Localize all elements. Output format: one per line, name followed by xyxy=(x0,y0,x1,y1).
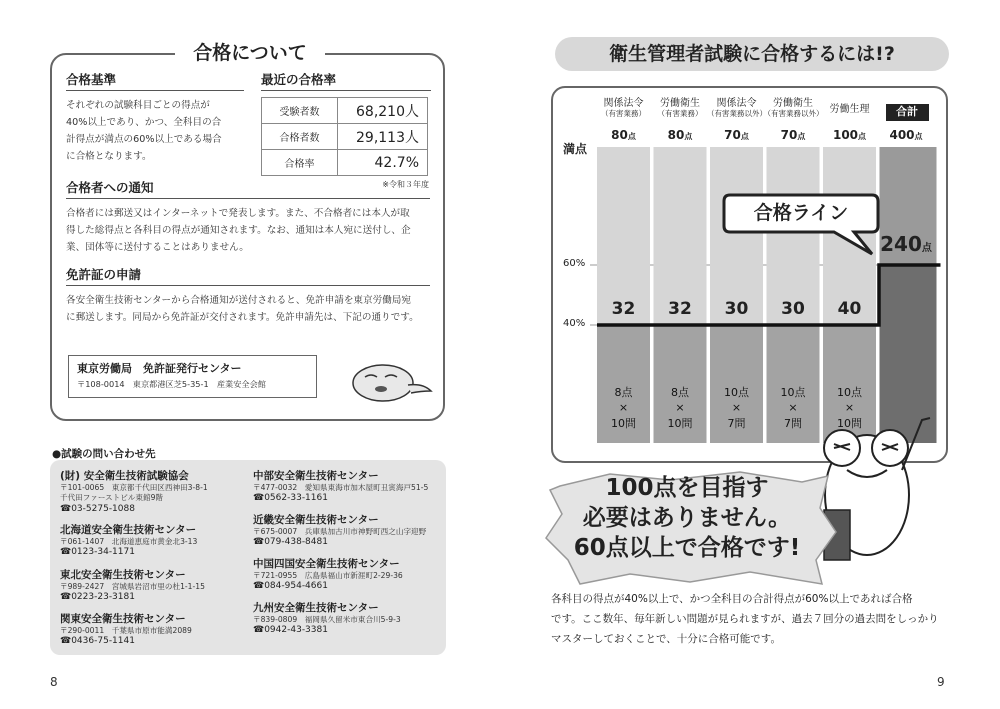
total-pass-points: 240点 xyxy=(880,232,932,256)
page-number-left: 8 xyxy=(50,675,58,689)
column-pass-points: 40 xyxy=(837,299,862,319)
table-row: 合格率 42.7% xyxy=(262,150,428,176)
page-title: 衛生管理者試験に合格するには!? xyxy=(555,37,949,71)
column-pass-points: 30 xyxy=(781,299,805,319)
column-header: 関係法令 （有害業務） xyxy=(601,98,646,118)
table-row: 合格者数 29,113人 xyxy=(262,124,428,150)
column-detail: 10点 × 7問 xyxy=(780,386,806,430)
license-heading: 免許証の申請 xyxy=(66,265,430,286)
line-60-label: 60% xyxy=(563,258,586,269)
column-detail: 8点 × 10問 xyxy=(667,386,693,430)
criteria-heading: 合格基準 xyxy=(66,70,244,91)
summary-paragraph: 各科目の得点が40%以上で、かつ全科目の合計得点が60%以上であれば合格 です。ここ数年、毎年新しい問題が見られますが、過去７回分の過去問をしっかり マスターしておくことで、十分に合格可能です。 xyxy=(551,593,939,645)
license-text: 各安全衛生技術センターから合格通知が送付されると、免許申請を東京労働局宛 に郵送します。同局から免許証が交付されます。免許申請先は、下記の通りです。 xyxy=(66,295,419,324)
pass-line-badge: 合格ライン xyxy=(753,202,849,224)
notice-heading: 合格者への通知 xyxy=(66,178,430,199)
contact-item: 近畿安全衛生技術センター 〒675-0007 兵庫県加古川市神野町西之山字迎野 ☎079-438-8481 xyxy=(253,514,427,548)
line-40-label: 40% xyxy=(563,318,586,329)
column-header: 労働生理 xyxy=(829,104,870,115)
column-header: 関係法令 （有害業務以外） xyxy=(707,98,767,118)
column-pass-points: 30 xyxy=(724,299,749,319)
contact-item: 中国四国安全衛生技術センター 〒721-0955 広島県福山市新涯町2-29-36 ☎084-954-4661 xyxy=(253,558,403,592)
recent-rate-heading: 最近の合格率 xyxy=(261,70,431,91)
max-score-label: 満点 xyxy=(563,142,588,156)
column-max-points: 400点 xyxy=(889,128,923,142)
column-detail: 10点 × 7問 xyxy=(724,386,749,430)
contact-item: 中部安全衛生技術センター 〒477-0032 愛知県東海市加木屋町丑寅海戸51-5 ☎0562-33-1161 xyxy=(253,470,429,504)
contact-item: 東北安全衛生技術センター 〒989-2427 宮城県岩沼市里の杜1-1-15 ☎0223-23-3181 xyxy=(60,569,205,603)
page-number-right: 9 xyxy=(937,675,945,689)
office-address: 〒108-0014 東京都港区芝5-35-1 産業安全会館 xyxy=(77,379,266,389)
column-pass-points: 32 xyxy=(611,299,636,319)
pass-info-title: 合格について xyxy=(175,38,325,64)
shout-text: 100点を目指す 必要はありません。 60点以上で合格です! xyxy=(573,475,801,561)
column-pass-points: 32 xyxy=(668,299,692,319)
column-header: 合計 xyxy=(886,104,929,121)
column-max-points: 100点 xyxy=(832,128,867,142)
contacts-heading: ●試験の問い合わせ先 xyxy=(52,448,156,460)
column-header: 労働衛生 （有害業務以外） xyxy=(763,98,824,118)
column-max-points: 70点 xyxy=(724,128,749,142)
criteria-text: それぞれの試験科目ごとの得点が 40%以上であり、かつ、全科目の合 計得点が満点の60%以上である場合 に合格となります。 xyxy=(66,100,222,163)
table-row: 受験者数 68,210人 xyxy=(262,98,428,124)
column-detail: 8点 × 10問 xyxy=(611,386,636,430)
column-max-points: 70点 xyxy=(780,128,806,142)
column-header: 労働衛生 （有害業務） xyxy=(657,98,703,118)
office-name: 東京労働局 免許証発行センター xyxy=(77,362,242,375)
column-detail: 10点 × 10問 xyxy=(837,386,862,430)
recent-rate-note: ※令和３年度 xyxy=(382,180,429,189)
contact-item: (財) 安全衛生技術試験協会 〒101-0065 東京都千代田区西神田3-8-1 千代田ファーストビル東館9階 ☎03-5275-1088 xyxy=(60,470,208,514)
notice-text: 合格者には郵送又はインターネットで発表します。また、不合格者には本人が取 得した総得点と各科目の得点が通知されます。なお、通知は本人宛に送付し、企 業、団体等に送付することはありません。 xyxy=(66,208,411,254)
contact-item: 北海道安全衛生技術センター 〒061-1407 北海道恵庭市黄金北3-13 ☎0123-34-1171 xyxy=(60,524,198,558)
column-max-points: 80点 xyxy=(611,128,636,142)
contact-item: 九州安全衛生技術センター 〒839-0809 福岡県久留米市東合川5-9-3 ☎0942-43-3381 xyxy=(253,602,401,636)
column-max-points: 80点 xyxy=(667,128,693,142)
contact-item: 関東安全衛生技術センター 〒290-0011 千葉県市原市能満2089 ☎0436-75-1141 xyxy=(60,613,192,647)
